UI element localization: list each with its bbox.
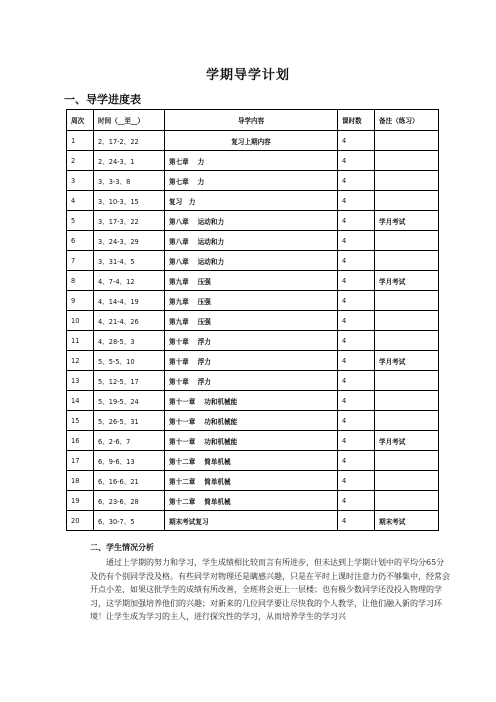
cell-content: 复习上期内容 — [165, 131, 338, 151]
cell-time: 4、21-4、26 — [94, 311, 165, 331]
table-row — [67, 411, 439, 431]
cell-week: 19 — [67, 491, 94, 511]
cell-hours: 4 — [338, 431, 375, 451]
cell-week: 11 — [67, 331, 94, 351]
cell-hours: 4 — [338, 171, 375, 191]
cell-notes — [375, 471, 439, 491]
cell-notes: 学月考试 — [375, 211, 439, 231]
cell-time: 6、16-6、21 — [94, 471, 165, 491]
cell-hours: 4 — [338, 351, 375, 371]
header-content: 导学内容 — [165, 110, 338, 131]
cell-time: 5、5-5、10 — [94, 351, 165, 371]
cell-content: 第十章 浮力 — [165, 371, 338, 391]
section-heading-students: 二、学生情况分析 — [90, 543, 154, 552]
cell-time: 6、9-6、13 — [94, 451, 165, 471]
cell-notes — [375, 311, 439, 331]
cell-week: 13 — [67, 371, 94, 391]
table-row — [67, 171, 439, 191]
cell-week: 15 — [67, 411, 94, 431]
table-row — [67, 351, 439, 371]
cell-week: 20 — [67, 511, 94, 531]
cell-week: 2 — [67, 151, 94, 171]
header-hours: 课时数 — [338, 110, 375, 131]
table-row — [67, 371, 439, 391]
cell-week: 10 — [67, 311, 94, 331]
cell-notes: 期末考试 — [375, 511, 439, 531]
cell-week: 8 — [67, 271, 94, 291]
cell-week: 4 — [67, 191, 94, 211]
cell-content: 复习 力 — [165, 191, 338, 211]
cell-content: 第八章 运动和力 — [165, 231, 338, 251]
cell-hours: 4 — [338, 251, 375, 271]
cell-week: 17 — [67, 451, 94, 471]
cell-hours: 4 — [338, 131, 375, 151]
cell-notes: 学月考试 — [375, 271, 439, 291]
cell-content: 第九章 压强 — [165, 271, 338, 291]
cell-notes — [375, 491, 439, 511]
cell-hours: 4 — [338, 371, 375, 391]
table-row — [67, 471, 439, 491]
cell-content: 第十二章 简单机械 — [165, 451, 338, 471]
table-row — [67, 251, 439, 271]
cell-week: 16 — [67, 431, 94, 451]
cell-notes — [375, 171, 439, 191]
cell-content: 第七章 力 — [165, 151, 338, 171]
cell-notes — [375, 231, 439, 251]
cell-week: 5 — [67, 211, 94, 231]
cell-notes: 学月考试 — [375, 351, 439, 371]
cell-time: 4、28-5、3 — [94, 331, 165, 351]
cell-time: 2、24-3、1 — [94, 151, 165, 171]
table-row — [67, 131, 439, 151]
cell-content: 第八章 运动和力 — [165, 211, 338, 231]
cell-notes — [375, 411, 439, 431]
cell-content: 第十二章 简单机械 — [165, 471, 338, 491]
section-heading-schedule: 一、导学进度表 — [64, 93, 141, 106]
cell-content: 第十二章 简单机械 — [165, 491, 338, 511]
cell-time: 5、26-5、31 — [94, 411, 165, 431]
cell-notes — [375, 251, 439, 271]
cell-time: 5、12-5、17 — [94, 371, 165, 391]
table-row — [67, 231, 439, 251]
cell-hours: 4 — [338, 191, 375, 211]
cell-notes — [375, 291, 439, 311]
cell-notes — [375, 331, 439, 351]
cell-time: 3、31-4、5 — [94, 251, 165, 271]
cell-content: 第七章 力 — [165, 171, 338, 191]
page-title: 学期导学计划 — [205, 68, 290, 83]
cell-week: 6 — [67, 231, 94, 251]
table-row — [67, 311, 439, 331]
table-row — [67, 451, 439, 471]
cell-content: 第九章 压强 — [165, 291, 338, 311]
table-header-row — [67, 110, 439, 131]
cell-time: 4、14-4、19 — [94, 291, 165, 311]
cell-hours: 4 — [338, 331, 375, 351]
cell-week: 14 — [67, 391, 94, 411]
cell-week: 1 — [67, 131, 94, 151]
header-time: 时间（__至__） — [94, 110, 165, 131]
cell-content: 第八章 运动和力 — [165, 251, 338, 271]
cell-content: 第十一章 功和机械能 — [165, 431, 338, 451]
cell-week: 18 — [67, 471, 94, 491]
cell-time: 3、10-3、15 — [94, 191, 165, 211]
table-row — [67, 271, 439, 291]
cell-hours: 4 — [338, 451, 375, 471]
cell-week: 12 — [67, 351, 94, 371]
cell-week: 3 — [67, 171, 94, 191]
table-row — [67, 491, 439, 511]
cell-hours: 4 — [338, 291, 375, 311]
header-notes: 备注（练习） — [375, 110, 439, 131]
cell-time: 2、17-2、22 — [94, 131, 165, 151]
cell-content: 第十章 浮力 — [165, 351, 338, 371]
table-row — [67, 151, 439, 171]
cell-time: 3、3-3、8 — [94, 171, 165, 191]
cell-week: 7 — [67, 251, 94, 271]
table-row — [67, 291, 439, 311]
cell-content: 第十一章 功和机械能 — [165, 411, 338, 431]
cell-content: 第九章 压强 — [165, 311, 338, 331]
cell-time: 6、2-6、7 — [94, 431, 165, 451]
analysis-paragraph: 通过上学期的努力和学习，学生成绩相比较而言有所进步，但未达到上学期计划中的平均分65分及仍有个别同学没及格。有些同学对物理还是瞒感兴趣，只是在平时上课时注意力仍不够集中，经常会开点小差，如果这批学生的成绩有所改善，全班将会更上一层楼；也有极少数同学还没投入物理的学习，这学期加强培养他们的兴趣；对新来的几位同学要让尽快我的个人教学，让他们融入新的学习环境！让学生成为学习的主人，进行探究性的学习，从而培养学生的学习兴 — [90, 558, 450, 622]
cell-hours: 4 — [338, 231, 375, 251]
cell-time: 4、7-4、12 — [94, 271, 165, 291]
cell-time: 5、19-5、24 — [94, 391, 165, 411]
table-row — [67, 391, 439, 411]
cell-hours: 4 — [338, 511, 375, 531]
table-row — [67, 511, 439, 531]
cell-content: 期末考试复习 — [165, 511, 338, 531]
cell-hours: 4 — [338, 211, 375, 231]
cell-notes: 学月考试 — [375, 431, 439, 451]
cell-hours: 4 — [338, 311, 375, 331]
cell-hours: 4 — [338, 411, 375, 431]
cell-hours: 4 — [338, 391, 375, 411]
cell-hours: 4 — [338, 471, 375, 491]
cell-time: 3、24-3、29 — [94, 231, 165, 251]
table-row — [67, 431, 439, 451]
cell-notes — [375, 371, 439, 391]
cell-hours: 4 — [338, 271, 375, 291]
cell-time: 6、30-7、5 — [94, 511, 165, 531]
cell-time: 3、17-3、22 — [94, 211, 165, 231]
cell-time: 6、23-6、28 — [94, 491, 165, 511]
cell-notes — [375, 451, 439, 471]
table-row — [67, 331, 439, 351]
schedule-table — [66, 109, 439, 531]
header-week: 周次 — [67, 110, 94, 131]
table-row — [67, 211, 439, 231]
cell-notes — [375, 191, 439, 211]
table-row — [67, 191, 439, 211]
cell-hours: 4 — [338, 151, 375, 171]
cell-notes — [375, 391, 439, 411]
cell-hours: 4 — [338, 491, 375, 511]
cell-notes — [375, 131, 439, 151]
cell-content: 第十一章 功和机械能 — [165, 391, 338, 411]
cell-notes — [375, 151, 439, 171]
cell-content: 第十章 浮力 — [165, 331, 338, 351]
cell-week: 9 — [67, 291, 94, 311]
